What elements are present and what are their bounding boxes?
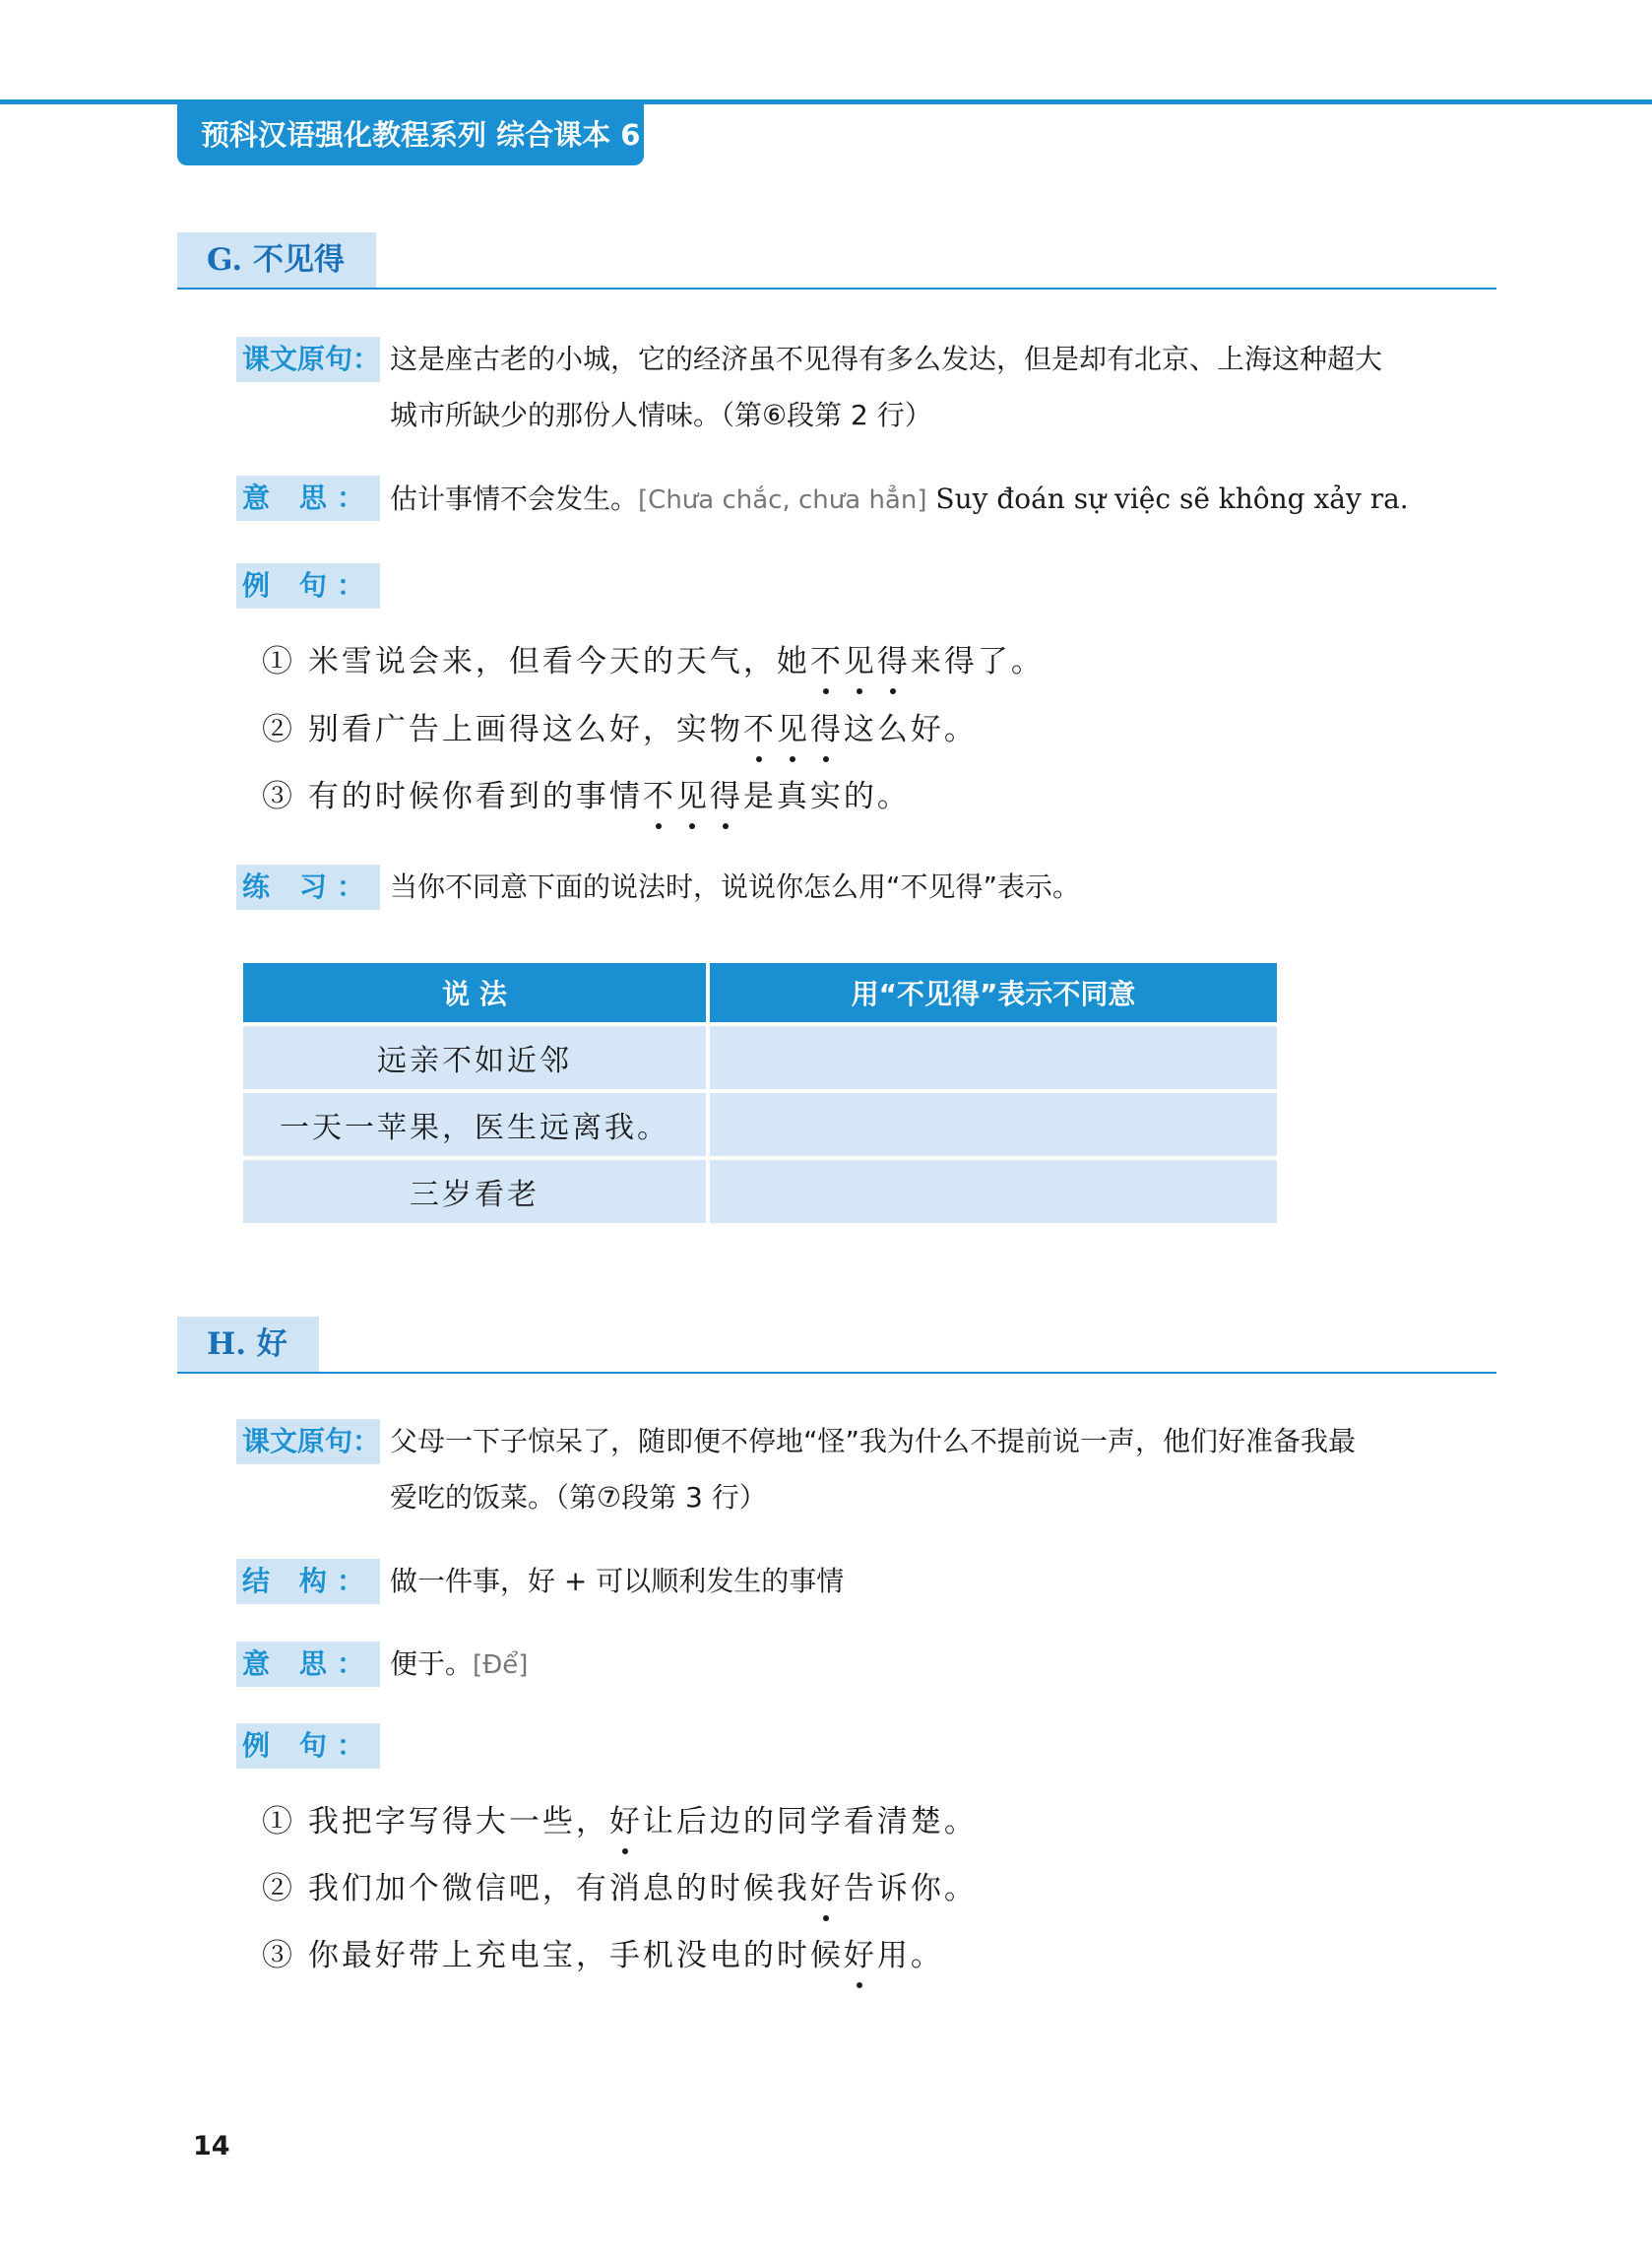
- h-example-1: ① 我把字写得大一些，好让后边的同学看清楚。: [262, 1797, 978, 1846]
- saying-cell: 远亲不如近邻: [243, 1026, 706, 1089]
- table-header-response: 用“不见得”表示不同意: [710, 963, 1277, 1022]
- section-h-title: H. 好: [177, 1317, 319, 1372]
- book-title-tab: 预科汉语强化教程系列 综合课本 6: [177, 104, 644, 165]
- page-number: 14: [193, 2131, 230, 2161]
- practice-table: [239, 959, 1281, 1227]
- answer-cell[interactable]: [710, 1093, 1277, 1156]
- h-example-2: ② 我们加个微信吧，有消息的时候我好告诉你。: [262, 1864, 978, 1913]
- g-practice-text: 当你不同意下面的说法时，说说你怎么用“不见得”表示。: [390, 871, 1081, 903]
- section-g-title: G. 不见得: [177, 232, 376, 288]
- table-row: [243, 1160, 1277, 1223]
- table-row: [243, 1093, 1277, 1156]
- h-meaning-text: 便于。[Để]: [390, 1647, 529, 1680]
- g-original-label: 课文原句：: [236, 337, 380, 382]
- table-row: [243, 1026, 1277, 1089]
- saying-cell: 一天一苹果，医生远离我。: [243, 1093, 706, 1156]
- g-example-1: ① 米雪说会来，但看今天的天气，她不见得来得了。: [262, 637, 1045, 686]
- g-original-text: 这是座古老的小城，它的经济虽不见得有多么发达，但是却有北京、上海这种超大 城市所缺少的那份人情味。（第⑥段第 2 行）: [390, 343, 1383, 431]
- g-examples-label: 例 句：: [236, 563, 380, 609]
- g-practice-label: 练 习：: [236, 865, 380, 910]
- h-examples-label: 例 句：: [236, 1723, 380, 1769]
- answer-cell[interactable]: [710, 1160, 1277, 1223]
- h-structure-label: 结 构：: [236, 1559, 380, 1604]
- g-meaning-text: 估计事情不会发生。[Chưa chắc, chưa hẳn] Suy đoán sự việc sẽ không xảy ra.: [390, 483, 1409, 515]
- h-meaning-label: 意 思：: [236, 1642, 380, 1687]
- section-h-header: [177, 1317, 1496, 1374]
- section-g-header: [177, 232, 1496, 290]
- h-example-3: ③ 你最好带上充电宝，手机没电的时候好用。: [262, 1931, 944, 1980]
- table-header-saying: 说 法: [243, 963, 706, 1022]
- saying-cell: 三岁看老: [243, 1160, 706, 1223]
- g-example-2: ② 别看广告上画得这么好，实物不见得这么好。: [262, 705, 978, 754]
- g-example-3: ③ 有的时候你看到的事情不见得是真实的。: [262, 772, 911, 821]
- answer-cell[interactable]: [710, 1026, 1277, 1089]
- h-original-text: 父母一下子惊呆了，随即便不停地“怪”我为什么不提前说一声，他们好准备我最 爱吃的饭菜。（第⑦段第 3 行）: [390, 1425, 1357, 1514]
- h-original-label: 课文原句：: [236, 1419, 380, 1464]
- h-structure-text: 做一件事，好 + 可以顺利发生的事情: [390, 1565, 845, 1597]
- g-meaning-label: 意 思：: [236, 476, 380, 521]
